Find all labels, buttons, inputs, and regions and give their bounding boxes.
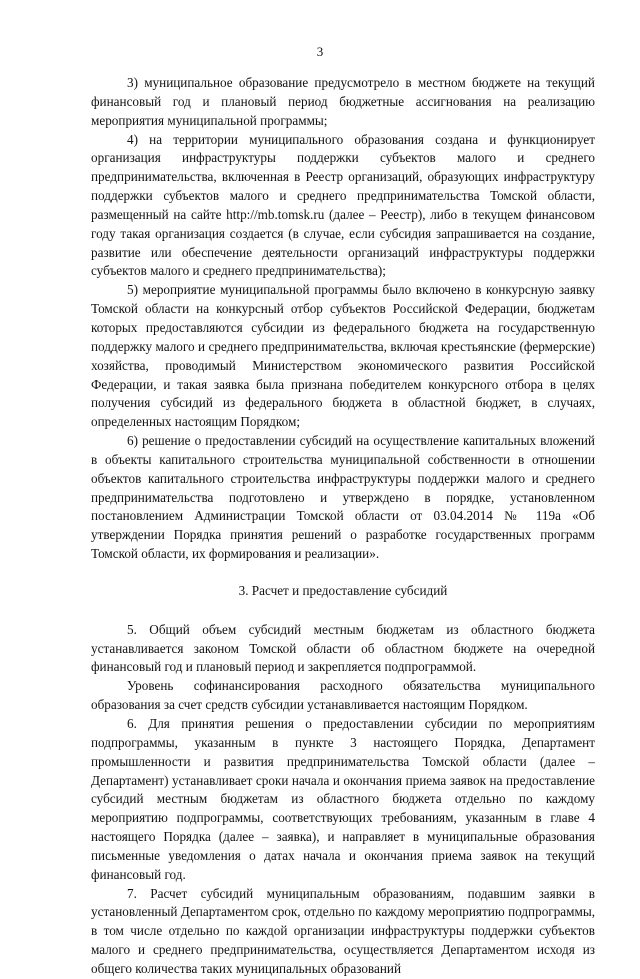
list-item-3: 3) муниципальное образование предусмотрело в местном бюджете на текущий финансовый год и плановый период бюджетные ассигнования на реализацию мероприятия муниципальной программы; [91,75,595,128]
list-item-5: 5) мероприятие муниципальной программы было включено в конкурсную заявку Томской области на конкурсный отбор субъектов Российской Федерации, бюджетам которых предоставляются субсидии из федерального бюджета на государственную поддержку малого и среднего предпринимательства, включая крестьянские (фермерские) хозяйства, проводимый Министерством экономического развития Российской Федерации, и такая заявка была признана победителем конкурсного отбора в целях получения субсидий из федерального бюджета в областной бюджет, в случаях, определенных настоящим Порядком; [91,282,595,430]
page-number: 3 [316,44,324,59]
paragraph-6: 6. Для принятия решения о предоставлении субсидии по мероприятиям подпрограммы, указанным в пункте 3 настоящего Порядка, Департамент промышленности и развития предпринимательства Томской области (далее – Департамент) устанавливает сроки начала и окончания приема заявок на предоставление субсидий местным бюджетам из областного бюджета отдельно по каждому мероприятию подпрограммы, соответствующих требованиям, указанным в главе 4 настоящего Порядка (далее – заявка), и направляет в муниципальные образования письменные уведомления о датах начала и окончания приема заявок на текущий финансовый год. [91,716,595,882]
paragraph-7: 7. Расчет субсидий муниципальным образованиям, подавшим заявки в установленный Департаментом срок, отдельно по каждому мероприятию подпрограммы, в том числе отдельно по каждой организации инфраструктуры поддержки субъектов малого и среднего предпринимательства, осуществляется Департаментом исходя из общего количества таких муниципальных образований [91,885,595,976]
section-heading: 3. Расчет и предоставление субсидий [238,582,448,598]
list-item-6: 6) решение о предоставлении субсидий на осуществление капитальных вложений в объекты капитального строительства муниципальной собственности в отношении объектов капитального строительства инфраструктуры поддержки малого и среднего предпринимательства подготовлено и утверждено в порядке, установленном постановлением Администрации Томской области от 03.04.2014 № 119а «Об утверждении Порядка принятия решений о разработке государственных программ Томской области, их формирования и реализации». [91,433,595,562]
paragraph-5: 5. Общий объем субсидий местным бюджетам из областного бюджета устанавливается законом Томской области об областном бюджете на очередной финансовый год и плановый период и закрепляется подпрограммой. [91,621,595,675]
list-item-4: 4) на территории муниципального образования создана и функционирует организация инфраструктуры поддержки субъектов малого и среднего предпринимательства, включенная в Реестр организаций, образующих инфраструктуру поддержки субъектов малого и среднего предпринимательства Томской области, размещенный на сайте http://mb.tomsk.ru (далее – Реестр), либо в текущем финансовом году такая организация создается (в случае, если субсидия запрашивается на создание, развитие или обеспечение деятельности организаций инфраструктуры поддержки субъектов малого и среднего предпринимательства); [91,131,595,279]
paragraph-cofinancing: Уровень софинансирования расходного обязательства муниципального образования за счет средств субсидии устанавливается настоящим Порядком. [91,678,595,713]
document-body [91,74,595,979]
